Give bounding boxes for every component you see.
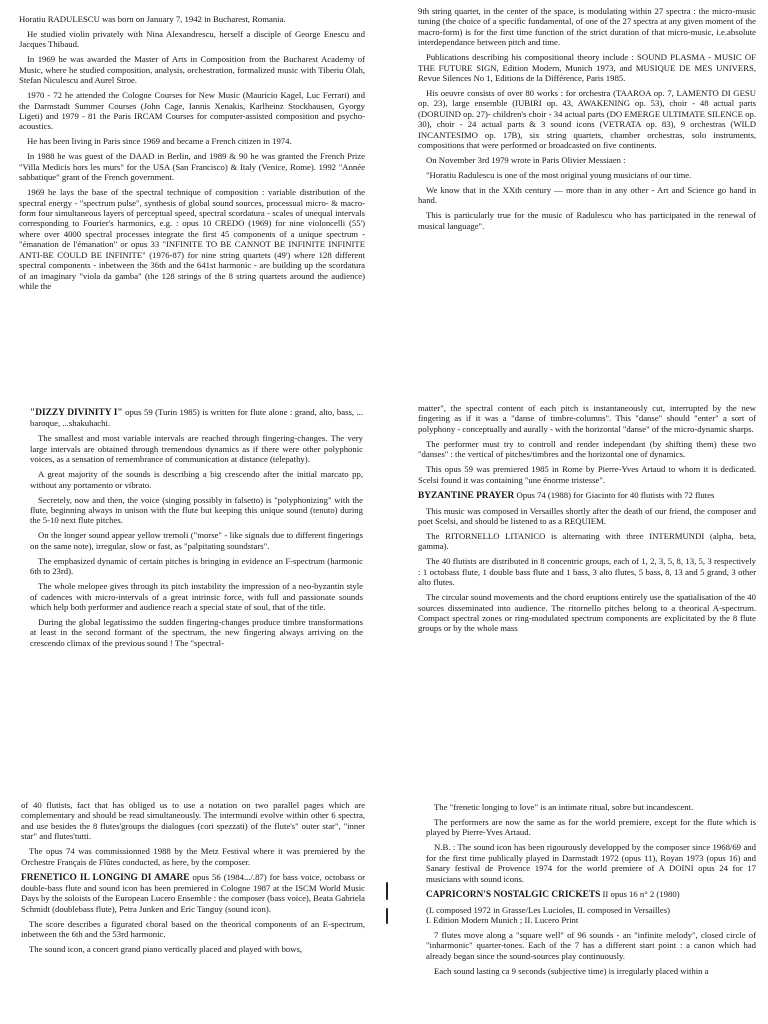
work-heading-paragraph — [21, 872, 365, 915]
work-heading-paragraph — [426, 889, 756, 900]
work-intro: opus 59 (Turin 1985) is written for flute alone : grand, alto, bass, ... baroque, ...shakuhachi. — [30, 407, 363, 429]
work-title: BYZANTINE PRAYER — [418, 490, 515, 501]
frenetico-column — [21, 800, 365, 1024]
frenetico-paragraph: The sound icon, a concert grand piano vertically placed and played with bows, — [29, 944, 303, 955]
capricorn-column — [426, 802, 756, 1024]
dizzy-paragraph: The smallest and most variable intervals are reached through fingering-changes. The very large intervals are obtained through tremendous dynamics as if there were other polyphonic voices, as a sensation of remembrance of communication at distance (telepathy). — [30, 433, 363, 465]
bio-paragraph: Horatiu RADULESCU was born on January 7, 1942 in Bucharest, Romania. — [19, 14, 286, 24]
theory-paragraph: On November 3rd 1979 wrote in Paris Olivier Messiaen : — [426, 155, 626, 166]
capricorn-paragraph: The "frenetic longing to love" is an intimate ritual, sobre but incandescent. — [434, 802, 694, 812]
dizzy-paragraph: A great majority of the sounds is describing a big crescendo after the initial marcato pp, without any portamento or vibrato. — [30, 469, 363, 490]
byzantine-prayer-column — [418, 403, 756, 763]
fold-mark — [386, 908, 388, 924]
theory-paragraph: His oeuvre consists of over 80 works : for orchestra (TAAROA op. 7, LAMENTO DI GESU op. 23), large ensemble (IUBIRI op. 43, AWAKENING op. 53), choir - 48 actual parts (DORUIND op. 27)- children's choir - 34 actual parts (DO EMERGE ULTIMATE SILENCE op. 30), choir - 24 actual parts & 3 sound icons (VETRATA op. 83), 9 orchestras (WILD INCANTESIMO op. 17B), six string quartets, chamber orchestras, solo instruments, compositions that were performed or broadcasted on five continents. — [418, 88, 756, 151]
bio-paragraph: He studied violin privately with Nina Alexandrescu, herself a disciple of George Enescu and Jacques Thibaud. — [19, 29, 365, 50]
work-intro: Opus 74 (1988) for Giacinto for 40 flutists with 72 flutes — [514, 489, 715, 500]
work-heading-paragraph — [418, 490, 756, 501]
theory-paragraph: Publications describing his compositional theory include : SOUND PLASMA - MUSIC OF THE FUTURE SIGN, Edition Modern, Munich 1973, and MUSIQUE DE MES UNIVERS, Revue Silences No 1, Editions de la Différence, Paris 1985. — [418, 52, 756, 84]
work-heading-paragraph — [30, 407, 363, 429]
dizzy-paragraph: The emphasized dynamic of certain pitches is bringing in evidence an F-spectrum (harmonic 6th to 23rd). — [30, 555, 363, 577]
byzantine-paragraph: The performer must try to controll and render independant (by shifting them) these two "danses" : the vertical of pitches/timbres and the horizontal one of dynamics. — [418, 438, 756, 460]
capricorn-paragraph: N.B. : The sound icon has been rigourously developped by the composer since 1968/69 and for the first time publically played in Darmstadt 1972 (opus 11), Royan 1973 (opus 16) and Sanary festival de Provence 1974 for the world premiere of A DOINI opus 24 for 17 musicians with sound icons. — [426, 842, 756, 884]
dizzy-paragraph: During the global legatissimo the sudden fingering-changes produce timbre transformations at least in the second formant of the spectrum, the new fingering always arriving on the crescendo climax of the previous sound ! The "spectral- — [30, 617, 363, 648]
frenetico-paragraph: The opus 74 was commissionned 1988 by the Metz Festival where it was premiered by the Orchestre Français de Flûtes conducted, as here, by the composer. — [21, 846, 365, 867]
capricorn-paragraph: 7 flutes move along a "square well" of 96 sounds - an "infinite melody", closed circle of "inharmonic" quarter-tones. Each of the 7 has a different start point : a canon which had already began since the sound-sources play continuously. — [426, 930, 756, 961]
work-title: CAPRICORN'S NOSTALGIC CRICKETS — [426, 889, 601, 900]
byzantine-paragraph: This opus 59 was premiered 1985 in Rome by Pierre-Yves Artaud to whom it is dedicated. Scelsi found it was containing "une énorme tristesse". — [418, 464, 756, 485]
dizzy-paragraph: The whole melopee gives through its pitch instability the impression of a neo-byzantin style of cadences with micro-intervals of a great intrinsic force, with full and passionate sounds which help both performer and audience reach a special state of soul, that of the title. — [30, 581, 363, 613]
dizzy-paragraph: Secretely, now and then, the voice (singing possibly in falsetto) is "polyphonizing" with the flute, beginning always in unison with the flute but keeping this unique sound (tenuto) during the 5-10 next flute pitches. — [30, 494, 363, 526]
work-title: "DIZZY DIVINITY I" — [30, 408, 123, 418]
biography-column — [19, 14, 365, 304]
frenetico-paragraph: The score describes a figurated choral based on the theorical components of an E-spectrum, inbetween the 6th and the 53rd harmonic. — [21, 918, 365, 940]
byzantine-paragraph: The 40 flutists are distributed in 8 concentric groups, each of 1, 2, 3, 5, 8, 13, 5, 3 respectively : 1 octobass flute, 1 double bass flute and 1 bass, 3 alto flutes, 5 bass, 8, 13 and 5 grand, 3 other alto flutes. — [418, 556, 756, 588]
capricorn-paragraph: Each sound lasting ca 9 seconds (subjective time) is irregularly placed within a — [434, 965, 709, 976]
bio-paragraph: He has been living in Paris since 1969 and became a French citizen in 1974. — [27, 136, 292, 147]
theory-paragraph: 9th string quartet, in the center of the space, is modulating within 27 spectra : the micro-music tuning (the choice of a specific fundamental, of one of the 27 spectra at any given moment of the macro-form) is for the first time function of the strict duration of that micro-music, i.e.absolute interdependance between pitch and time. — [418, 6, 756, 48]
bio-paragraph: 1970 - 72 he attended the Cologne Courses for New Music (Mauricio Kagel, Luc Ferrari) and the Darmstadt Summer Courses (John Cage, Iannis Xenakis, Karlheinz Stockhausen, Gyorgy Ligeti) and 1979 - 81 the Paris IRCAM Courses for computer-assisted composition and psycho-acoustics. — [19, 90, 365, 132]
work-title: FRENETICO IL LONGING DI AMARE — [21, 872, 190, 883]
bio-paragraph: In 1969 he was awarded the Master of Arts in Composition from the Bucharest Academy of Music, where he studied composition, analysis, orchestration, formalized music with Tiberiu Olah, Stefan Niculescu and Aurel Stroe. — [19, 54, 365, 86]
bio-paragraph: In 1988 he was guest of the DAAD in Berlin, and 1989 & 90 he was granted the French Prize "Villa Medicis hors les murs" for the USA (San Francisco) & Italy (Venice, Rome). 1992 "Année sabbatique" grant of the French government. — [19, 151, 365, 183]
byzantine-paragraph: The RITORNELLO LITANICO is alternating with three INTERMUNDI (alpha, beta, gamma). — [418, 531, 756, 552]
capricorn-paragraph: The performers are now the same as for the world premiere, except for the flute which is played by Pierre-Yves Artaud. — [426, 817, 756, 838]
fold-mark — [386, 882, 388, 900]
quote-paragraph: This is particularly true for the music of Radulescu who has participated in the renewal of musical language". — [418, 210, 756, 231]
composition-note: (I. composed 1972 in Grasse/Les Lucioles, II. composed in Versailles) — [426, 904, 670, 915]
continued-paragraph: matter", the spectral content of each pitch is instantaneously cut, interrupted by the new fingering as if it was a "danse of timbre-columns". This "danse" should "enter" a sort of polyphony - conceptually and aurally - with the horizontal "danse" of the micro-dynamic sharps. — [418, 403, 756, 434]
quote-paragraph: "Horatiu Radulescu is one of the most original young musicians of our time. — [426, 170, 692, 181]
bio-paragraph: 1969 he lays the base of the spectral technique of composition : variable distribution of the spectral energy - "spectrum pulse", synthesis of global sound sources, processual micro- & macro-form four simultaneous layers of perceptual speed, spectral scordatura - scales of unequal intervals corresponding to Fourier's harmonics, e.g. : opus 10 CREDO (1969) for nine violoncelli (55') where over 4000 spectral processes integrate the first 45 components of a unique spectrum - "émanation de l'émanation" or opus 33 "INFINITE TO BE CANNOT BE INFINITE INFINITE ANTI-BE COULD BE INFINITE" (1976-87) for nine string quartets (49') where 128 different spectral components - inbetween the 36th and the 641st harmonic - are building up the scordatura of an imaginary "viola da gamba" (the 128 strings of the 8 string quartets around the audience) while the — [19, 187, 365, 291]
theory-column — [418, 6, 756, 324]
dizzy-divinity-column — [30, 407, 363, 769]
edition-note: I. Edition Modern Munich ; II. Lucero Print — [426, 915, 579, 926]
quote-paragraph: We know that in the XXth century — more than in any other - Art and Science go hand in hand. — [418, 185, 756, 206]
work-intro: II opus 16 n° 2 (1980) — [600, 888, 680, 899]
dizzy-paragraph: On the longer sound appear yellow tremoli ("morse" - like signals due to different fingerings on the same note), irregular, slow or fast, as "palpitating soundstars". — [30, 530, 363, 551]
work-intro: opus 56 (1984.../.87) for bass voice, octobass or double-bass flute and sound icon has been premiered in Cologne 1987 at the ISCM World Music Days by the soloists of the European Lucero Ensemble : the composer (bass voice), Beata Gabriela Schmidt (doublebass flute), Petra Junken and Eric Tanguy (sound icon). — [21, 871, 365, 914]
byzantine-paragraph: The circular sound movements and the chord eruptions entirely use the spatialisation of the 40 sources disseminated into audience. The ritornello pitches belong to a theorical A-spectrum. Compact spectral zones or ring-modulated spectrum components are explicitated by the 8 flute groups or by the whole mass — [418, 592, 756, 634]
byzantine-paragraph: This music was composed in Versailles shortly after the death of our friend, the composer and poet Scelsi, and should be listened to as a REQUIEM. — [418, 505, 756, 527]
continued-paragraph: of 40 flutists, fact that has obliged us to use a notation on two parallel pages which are complementary and should be read simultaneously. The intermundi evolve within other 6 spectra, and use besides the 8 flutes'groups the dialogues (cori spezzati) of the flute's" outer star", "inner star" and flutes'tutti. — [21, 800, 365, 842]
